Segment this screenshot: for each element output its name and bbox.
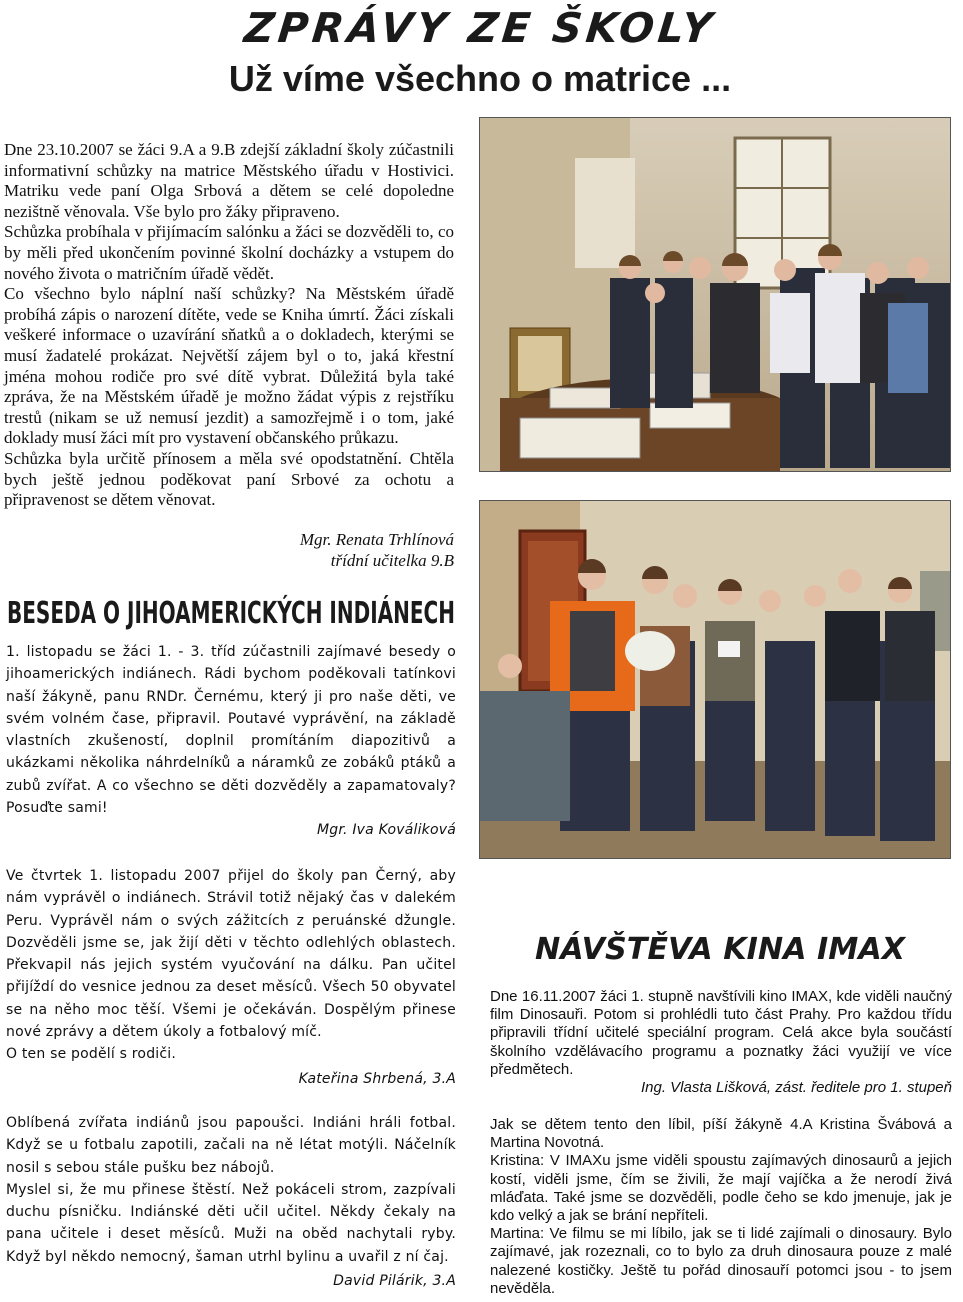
imax-title-svg: [480, 926, 960, 970]
ctvrtek-signature: Kateřina Shrbená, 3.A: [298, 1071, 456, 1087]
beseda-signature: Mgr. Iva Kováliková: [316, 822, 456, 838]
matrika-signature-name: Mgr. Renata Trhlínová: [299, 530, 454, 549]
ctvrtek-text: Ve čtvrtek 1. listopadu 2007 přijel do školy pan Černý, aby nám vyprávěl o indiánech. Strávil totiž nějaký čas v dalekém Peru. Vyprávěl nám o svých zážitcích z peruánské džungle. Dozvěděli jsme se, jak žijí děti v těchto odlehlých oblastech. Překvapil nás jejich systém vyučování na dálku. Pan učitel přijíždí do vesnice jednou za deset měsíců. Všech 50 obyvatel se na něho moc těší. Všemi je očekáván. Dospělým přinese nové zprávy a dětem úkoly a fotbalový míč.: [6, 868, 456, 1041]
section-title: ZPRÁVY ZE ŠKOLY: [241, 4, 719, 52]
imax-text4: Martina: Ve filmu se mi líbilo, jak se ti lidé zajímali o dinosaury. Bylo zajímavé, jak rozeznali, co to bylo za druh dinosaura pouze z malé nalezené kostičky. Ještě tu pořád dinosauří potomci jsou - to jsem nevěděla.: [490, 1225, 952, 1297]
matrika-paragraph: Co všechno bylo náplní naší schůzky? Na Městském úřadě probíhá zápis o narození dítěte, vede se Kniha úmrtí. Žáci získali veškeré informace o uzavírání sňatků a o dokladech, kterými se musí žadatelé prokázat. Největší zájem byl o to, jaká křestní jména mohou rodiče pro své dítě vybrat. Důležitá byla také zpráva, že na Městském úřadě je možno žádat výpis z rejstříku trestů (nikam se už nemusí jezdit) a samozřejmě i o tom, jaké doklady musí žáci mít pro vystavení občanského průkazu.: [4, 284, 454, 448]
beseda-title: [4, 592, 679, 632]
imax-text2: Jak se dětem tento den líbil, píší žákyně 4.A Kristina Švábová a Martina Novotná.: [490, 1116, 952, 1152]
matrika-article: [4, 140, 454, 511]
beseda-title-text: BESEDA O JIHOAMERICKÝCH INDIÁNECH: [7, 596, 679, 631]
imax-text3: Kristina: V IMAXu jsme viděli spoustu zajímavých dinosaurů a jejich kostí, viděli jsme, čím se živili, že mají vajíčka a že nerodí živá mláďata. Také jsme se dozvěděli, podle čeho se kdo jmenuje, jak je kdo velký a jak se brání nepříteli.: [490, 1152, 952, 1225]
zvirata-text: Oblíbená zvířata indiánů jsou papoušci. Indiáni hráli fotbal. Když se u fotbalu zapotili, začali na ně létat motýli. Náčelník nosil s sebou stále pušku bez nábojů.: [6, 1115, 456, 1176]
photo-matrika-illustration: [480, 118, 950, 471]
photo-beseda-illustration: [480, 501, 950, 858]
page-headline: Už víme všechno o matrice ...: [228, 58, 732, 99]
imax-title: [480, 926, 960, 970]
photo-matrika-students: [479, 117, 951, 472]
imax-experiences: [490, 1116, 952, 1298]
beseda-text: 1. listopadu se žáci 1. - 3. tříd zúčastnili zajímavé besedy o jihoamerických indiánech. Rádi bychom poděkovali tatínkovi naší žákyně, panu RNDr. Černému, který ji pro naše děti, ve svém volném čase, připravil. Poutavé vyprávění, na základě vlastních zkušeností, doplnil promítáním diapozitivů a ukázkami několika náhrdelníků a náramků ze zobáků ptáků a zubů zvířat. A co všechno se děti dozvěděly a zapamatovaly? Posuďte sami!: [6, 644, 456, 817]
matrika-paragraph: Schůzka byla určitě přínosem a měla své opodstatnění. Chtěla bych ještě jednou poděkovat paní Srbové za ochotu a připravenost se dětem věnovat.: [4, 448, 454, 510]
ctvrtek-article: [6, 865, 456, 1066]
beseda-title-svg: [4, 592, 679, 632]
zvirata-text2: Myslel si, že mu přinese štěstí. Než pokáceli strom, zazpívali duchu písničku. Indiánské děti učil učitel. Někdy čekaly na pana učitele i deset měsíců. Muži na oběd nachytali ryby. Když byl někdo nemocný, šaman utrhl bylinu a uvařil z ní čaj.: [6, 1181, 456, 1265]
photo-beseda-students: [479, 500, 951, 859]
ctvrtek-line2: O ten se podělí s rodiči.: [6, 1046, 177, 1063]
imax-title-text: NÁVŠTĚVA KINA IMAX: [535, 932, 903, 967]
matrika-signature: [4, 530, 454, 571]
matrika-signature-role: třídní učitelka 9.B: [330, 550, 454, 570]
matrika-paragraph: Dne 23.10.2007 se žáci 9.A a 9.B zdejší základní školy zúčastnili informativní schůzky na matrice Městského úřadu v Hostivici. Matriku vede paní Olga Srbová a dětem se celé dopoledne nezištně věnovala. Vše bylo pro žáky připraveno.: [4, 140, 454, 221]
matrika-paragraph: Schůzka probíhala v přijímacím salónku a žáci se dozvěděli to, co by měli před ukončením povinné školní docházky a vstupem do nového života o matričním úřadě vědět.: [4, 222, 454, 283]
imax-signature: Ing. Vlasta Lišková, zást. ředitele pro 1. stupeň: [640, 1079, 952, 1096]
imax-text: Dne 16.11.2007 žáci 1. stupně navštívili kino IMAX, kde viděli naučný film Dinosauři. Potom si prohlédli tuto část Prahy. Pro každou třídu připravili třídní učitelé speciální program. Celá akce byla součástí školního vzdělávacího programu a poznatky žáci využijí ve více předmětech.: [490, 988, 952, 1078]
zvirata-signature: David Pilárik, 3.A: [333, 1273, 456, 1289]
zvirata-article: [6, 1112, 456, 1268]
